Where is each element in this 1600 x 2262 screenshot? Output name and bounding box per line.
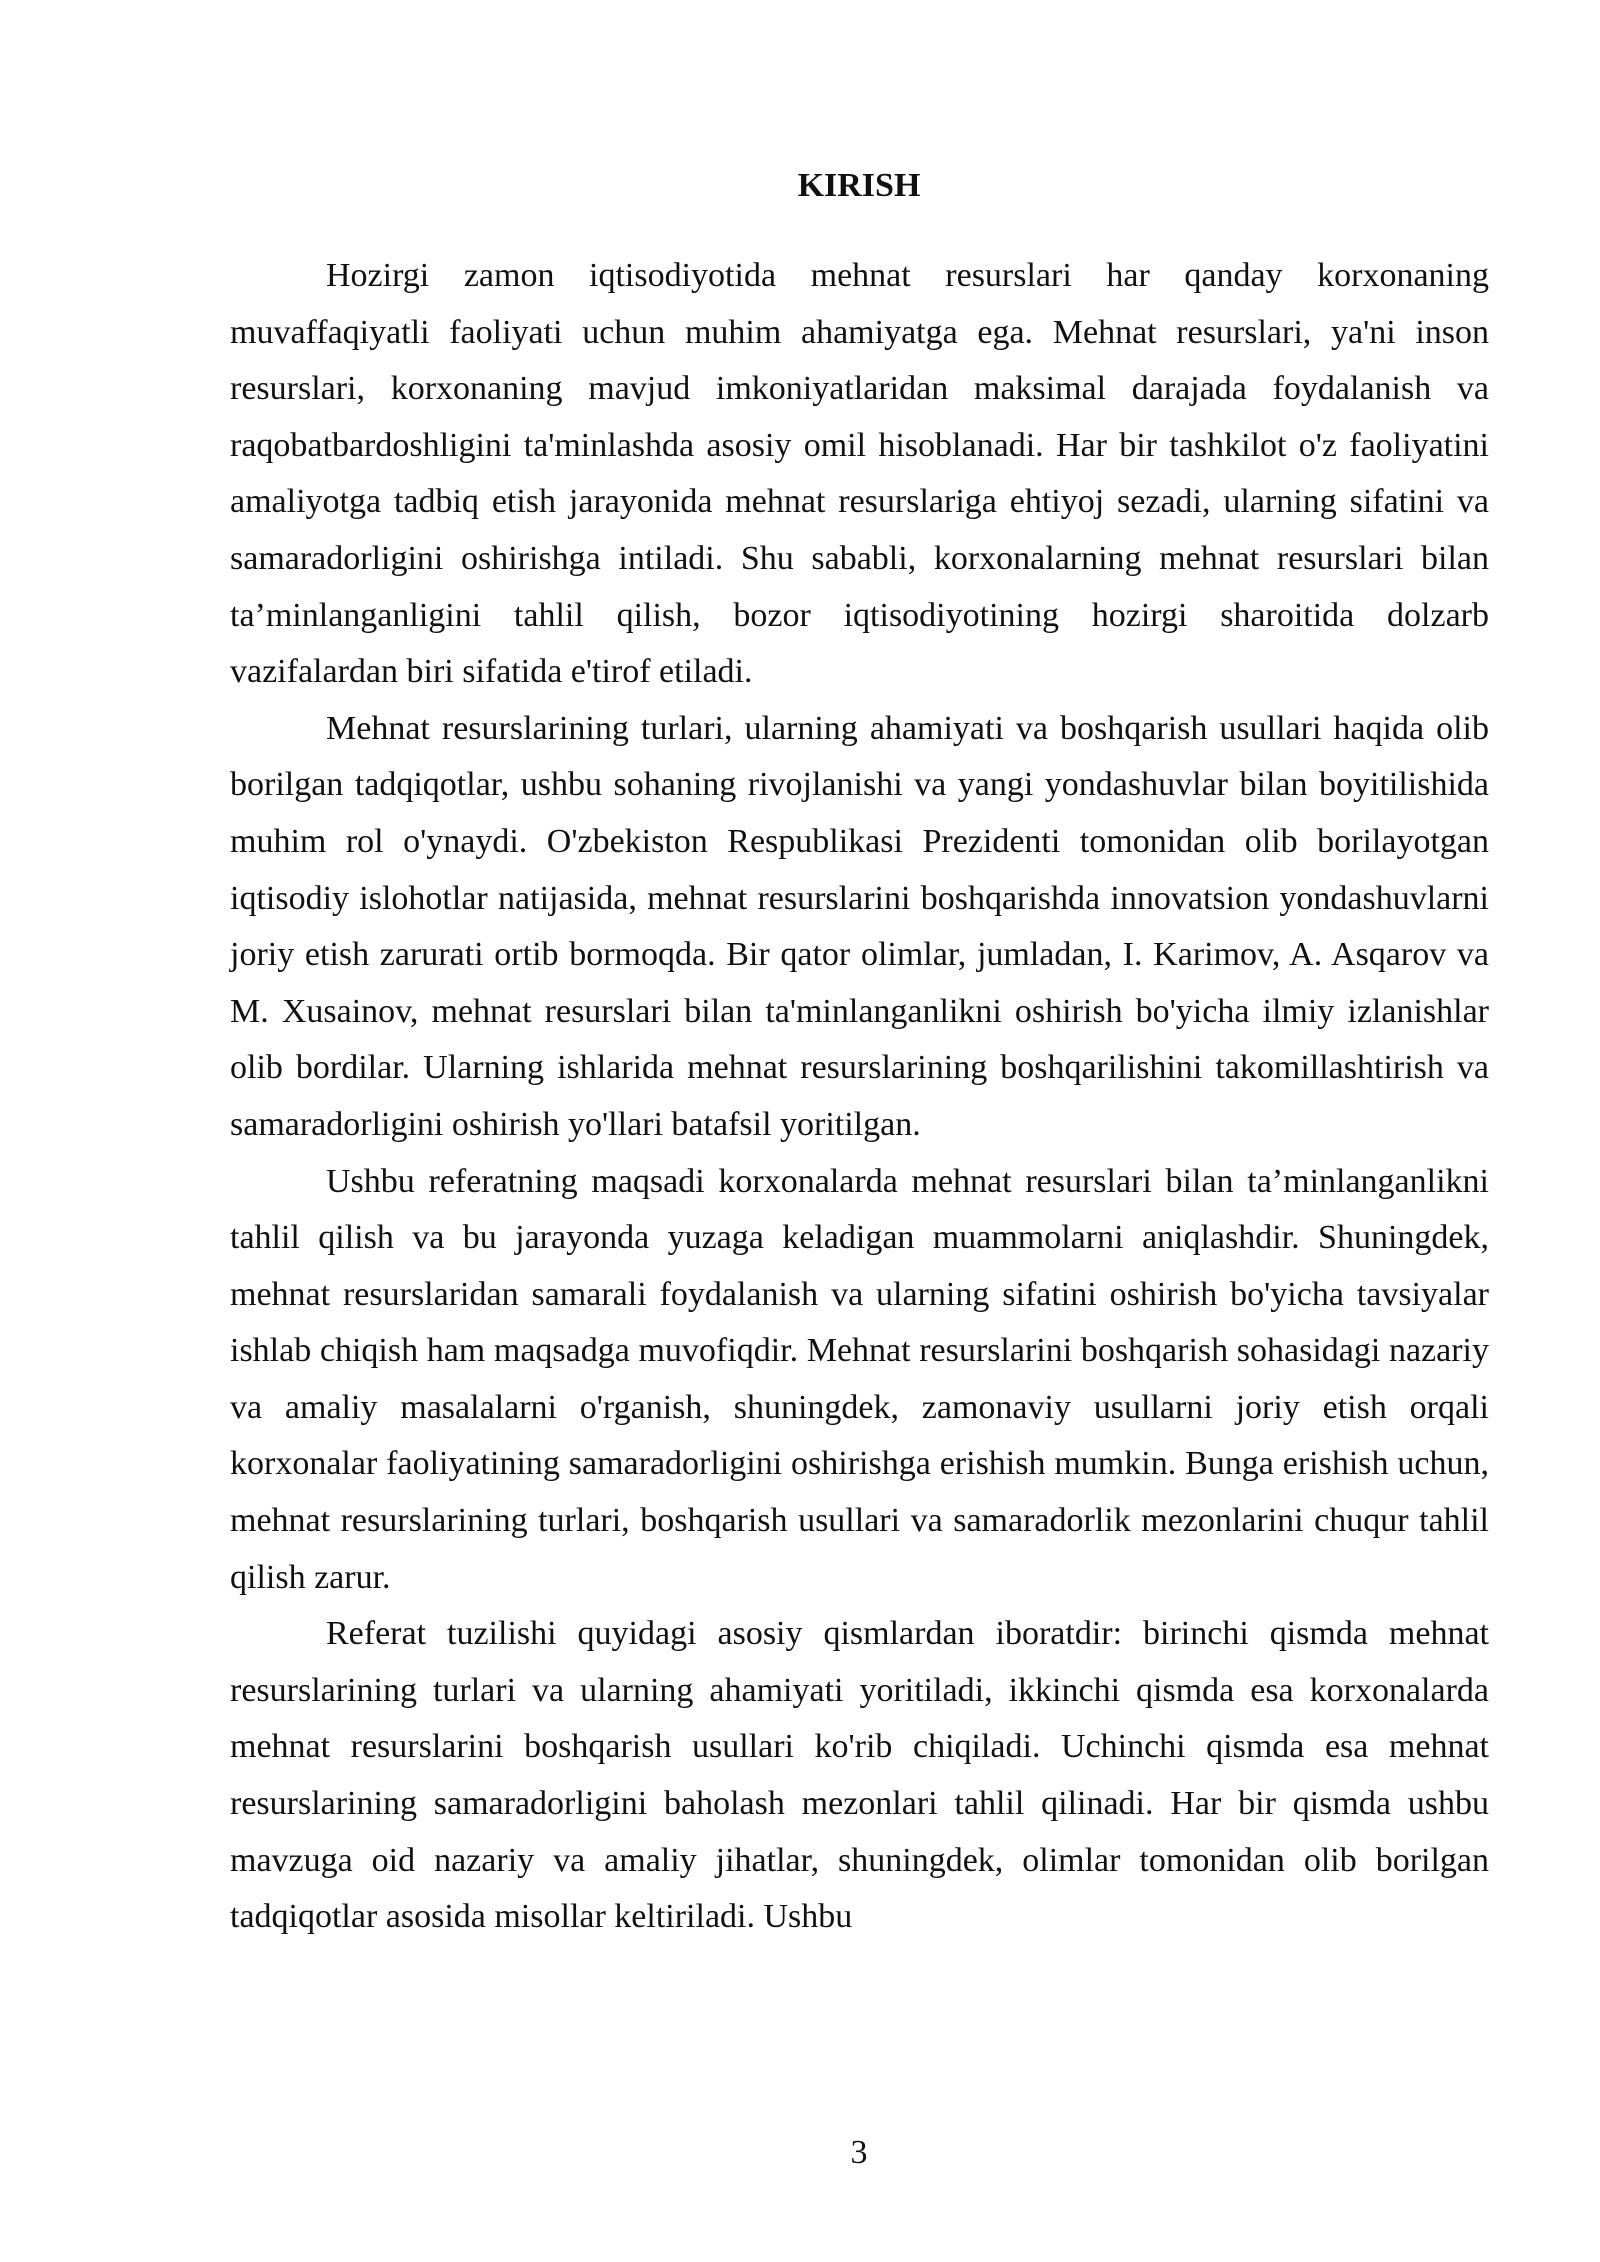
section-heading: KIRISH — [797, 167, 921, 204]
paragraph: Hozirgi zamon iqtisodiyotida mehnat resurslari har qanday korxonaning muvaffaqiyatli faoliyati uchun muhim ahamiyatga ega. Mehnat resurslari, ya'ni inson resurslari, korxonaning mavjud imkoniyatlaridan maksimal darajada foydalanish va raqobatbardoshligini ta'minlashda asosiy omil hisoblanadi. Har bir tashkilot o'z faoliyatini amaliyotga tadbiq etish jarayonida mehnat resurslariga ehtiyoj sezadi, ularning sifatini va samaradorligini oshirishga intiladi. Shu sababli, korxonalarning mehnat resurslari bilan ta’minlanganligini tahlil qilish, bozor iqtisodiyotining hozirgi sharoitida dolzarb vazifalardan biri sifatida e'tirof etiladi. — [230, 257, 1489, 691]
body-text — [230, 248, 1489, 1946]
paragraph: Ushbu referatning maqsadi korxonalarda mehnat resurslari bilan ta’minlanganlikni tahlil qilish va bu jarayonda yuzaga keladigan muammolarni aniqlashdir. Shuningdek, mehnat resurslaridan samarali foydalanish va ularning sifatini oshirish bo'yicha tavsiyalar ishlab chiqish ham maqsadga muvofiqdir. Mehnat resurslarini boshqarish sohasidagi nazariy va amaliy masalalarni o'rganish, shuningdek, zamonaviy usullarni joriy etish orqali korxonalar faoliyatining samaradorligini oshirishga erishish mumkin. Bunga erishish uchun, mehnat resurslarining turlari, boshqarish usullari va samaradorlik mezonlarini chuqur tahlil qilish zarur. — [230, 1162, 1489, 1596]
paragraph: Mehnat resurslarining turlari, ularning ahamiyati va boshqarish usullari haqida olib borilgan tadqiqotlar, ushbu sohaning rivojlanishi va yangi yondashuvlar bilan boyitilishida muhim rol o'ynaydi. O'zbekiston Respublikasi Prezidenti tomonidan olib borilayotgan iqtisodiy islohotlar natijasida, mehnat resurslarini boshqarishda innovatsion yondashuvlarni joriy etish zarurati ortib bormoqda. Bir qator olimlar, jumladan, I. Karimov, A. Asqarov va M. Xusainov, mehnat resurslari bilan ta'minlanganlikni oshirish bo'yicha ilmiy izlanishlar olib bordilar. Ularning ishlarida mehnat resurslarining boshqarilishini takomillashtirish va samaradorligini oshirish yo'llari batafsil yoritilgan. — [230, 709, 1489, 1143]
paragraph: Referat tuzilishi quyidagi asosiy qismlardan iboratdir: birinchi qismda mehnat resurslarining turlari va ularning ahamiyati yoritiladi, ikkinchi qismda esa korxonalarda mehnat resurslarini boshqarish usullari ko'rib chiqiladi. Uchinchi qismda esa mehnat resurslarining samaradorligini baholash mezonlari tahlil qilinadi. Har bir qismda ushbu mavzuga oid nazariy va amaliy jihatlar, shuningdek, olimlar tomonidan olib borilgan tadqiqotlar asosida misollar keltiriladi. Ushbu — [230, 1615, 1489, 1936]
page-number: 3 — [850, 2134, 868, 2171]
